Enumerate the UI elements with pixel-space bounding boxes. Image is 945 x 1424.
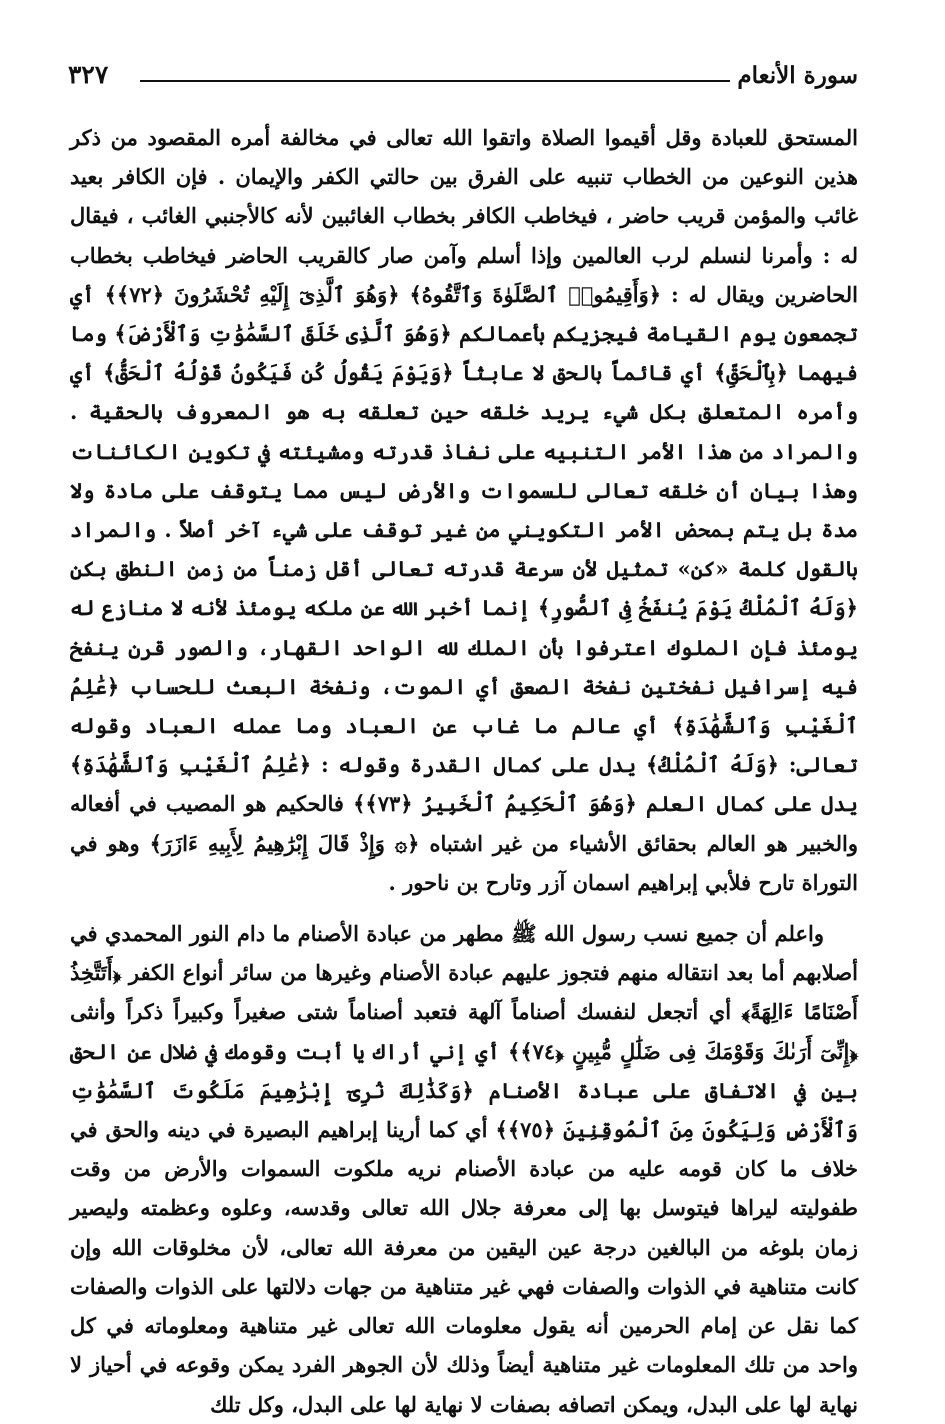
page-header (68, 52, 858, 92)
paragraph-1: المستحق للعبادة وقل أقيموا الصلاة واتقوا الله تعالى في مخالفة أمره المقصود من ذكر هذين النوعين من الخطاب تنبيه على الفرق بين حالتي الكفر والإيمان . فإن الكافر بعيد غائب والمؤمن قريب حاضر ، فيخاطب الكافر بخطاب الغائبين لأنه كالأجنبي الغائب ، فيقال له : وأمرنا لنسلم لرب العالمين وإذا أسلم وآمن صار كالقريب الحاضر فيخاطب بخطاب الحاضرين ويقال له : ﴿وَأَقِيمُوا۟ ٱلصَّلَوٰةَ وَٱتَّقُوهُ﴾ ﴿وَهُوَ ٱلَّذِىٓ إِلَيْهِ تُحْشَرُونَ ﴿٧٢﴾﴾ أي تجمعون يوم القيامة فيجزيكم بأعمالكم ﴿وَهُوَ ٱلَّذِى خَلَقَ ٱلسَّمَٰوَٰتِ وَٱلْأَرْضَ﴾ وما فيهما ﴿بِٱلْحَقِّ﴾ أي قائماً بالحق لا عابثاً ﴿وَيَوْمَ يَقُولُ كُن فَيَكُونُ قَوْلُهُ ٱلْحَقُّ﴾ أي وأمره المتعلق بكل شيء يريد خلقه حين تعلقه به هو المعروف بالحقية . والمراد من هذا الأمر التنبيه على نفاذ قدرته ومشيئته في تكوين الكائنات وهذا بيان أن خلقه تعالى للسموات والأرض ليس مما يتوقف على مادة ولا مدة بل يتم بمحض الأمر التكويني من غير توقف على شيء آخر أصلاً . والمراد بالقول كلمة «كن» تمثيل لأن سرعة قدرته تعالى أقل زمناً من زمن النطق بكن ﴿وَلَهُ ٱلْمُلْكُ يَوْمَ يُنفَخُ فِى ٱلصُّورِ﴾ إنما أخبر الله عن ملكه يومئذ لأنه لا منازع له يومئذ فإن الملوك اعترفوا بأن الملك لله الواحد القهار، والصور قرن ينفخ فيه إسرافيل نفختين نفخة الصعق أي الموت، ونفخة البعث للحساب ﴿عَٰلِمُ ٱلْغَيْبِ وَٱلشَّهَٰدَةِ﴾ أي عالم ما غاب عن العباد وما عمله العباد وقوله تعالى: ﴿وَلَهُ ٱلْمُلْكُ﴾ يدل على كمال القدرة وقوله : ﴿عَٰلِمُ ٱلْغَيْبِ وَٱلشَّهَٰدَةِ﴾ يدل على كمال العلم ﴿وَهُوَ ٱلْحَكِيمُ ٱلْخَبِيرُ ﴿٧٣﴾﴾ فالحكيم هو المصيب في أفعاله والخبير هو العالم بحقائق الأشياء من غير اشتباه ﴿۞ وَإِذْ قَالَ إِبْرَٰهِيمُ لِأَبِيهِ ءَازَرَ﴾ وهو في التوراة تارح فلأبي إبراهيم اسمان آزر وتارح بن ناحور . (70, 125, 858, 895)
paragraph-2: واعلم أن جميع نسب رسول الله ﷺ مطهر من عبادة الأصنام ما دام النور المحمدي في أصلابهم أما بعد انتقاله منهم فتجوز عليهم عبادة الأصنام وغيرها من سائر أنواع الكفر ﴿أَتَتَّخِذُ أَصْنَامًا ءَالِهَةً﴾ أي أتجعل لنفسك أصناماً آلهة فتعبد أصناماً شتى صغيراً وكبيراً ذكراً وأنثى ﴿إِنِّىٓ أَرَىٰكَ وَقَوْمَكَ فِى ضَلَٰلٍ مُّبِينٍ ﴿٧٤﴾﴾ أي إني أراك يا أبت وقومك في ضلال عن الحق بين في الاتفاق على عبادة الأصنام ﴿وَكَذَٰلِكَ نُرِىٓ إِبْرَٰهِيمَ مَلَكُوتَ ٱلسَّمَٰوَٰتِ وَٱلْأَرْضِ وَلِيَكُونَ مِنَ ٱلْمُوقِنِينَ ﴿٧٥﴾﴾ أي كما أرينا إبراهيم البصيرة في دينه والحق في خلاف ما كان قومه عليه من عبادة الأصنام نريه ملكوت السموات والأرض من وقت طفوليته ليراها فيتوسل بها إلى معرفة جلال الله تعالى وقدسه، وعلوه وعظمته وليصير زمان بلوغه من البالغين درجة عين اليقين من معرفة الله تعالى، لأن مخلوقات الله وإن كانت متناهية في الذوات والصفات فهي غير متناهية من جهات دلالتها على الذوات والصفات كما نقل عن إمام الحرمين أنه يقول معلومات الله تعالى غير متناهية ومعلوماته في كل واحد من تلك المعلومات غير متناهية أيضاً وذلك لأن الجوهر الفرد يمكن وقوعه في أحياز لا نهاية لها على البدل، ويمكن اتصافه بصفات لا نهاية لها على البدل، وكل تلك (70, 921, 858, 1417)
header-divider (140, 80, 730, 82)
surah-title: سورة الأنعام (737, 62, 858, 89)
page-number: ٣٢٧ (68, 60, 109, 89)
tafsir-body (70, 118, 858, 1424)
